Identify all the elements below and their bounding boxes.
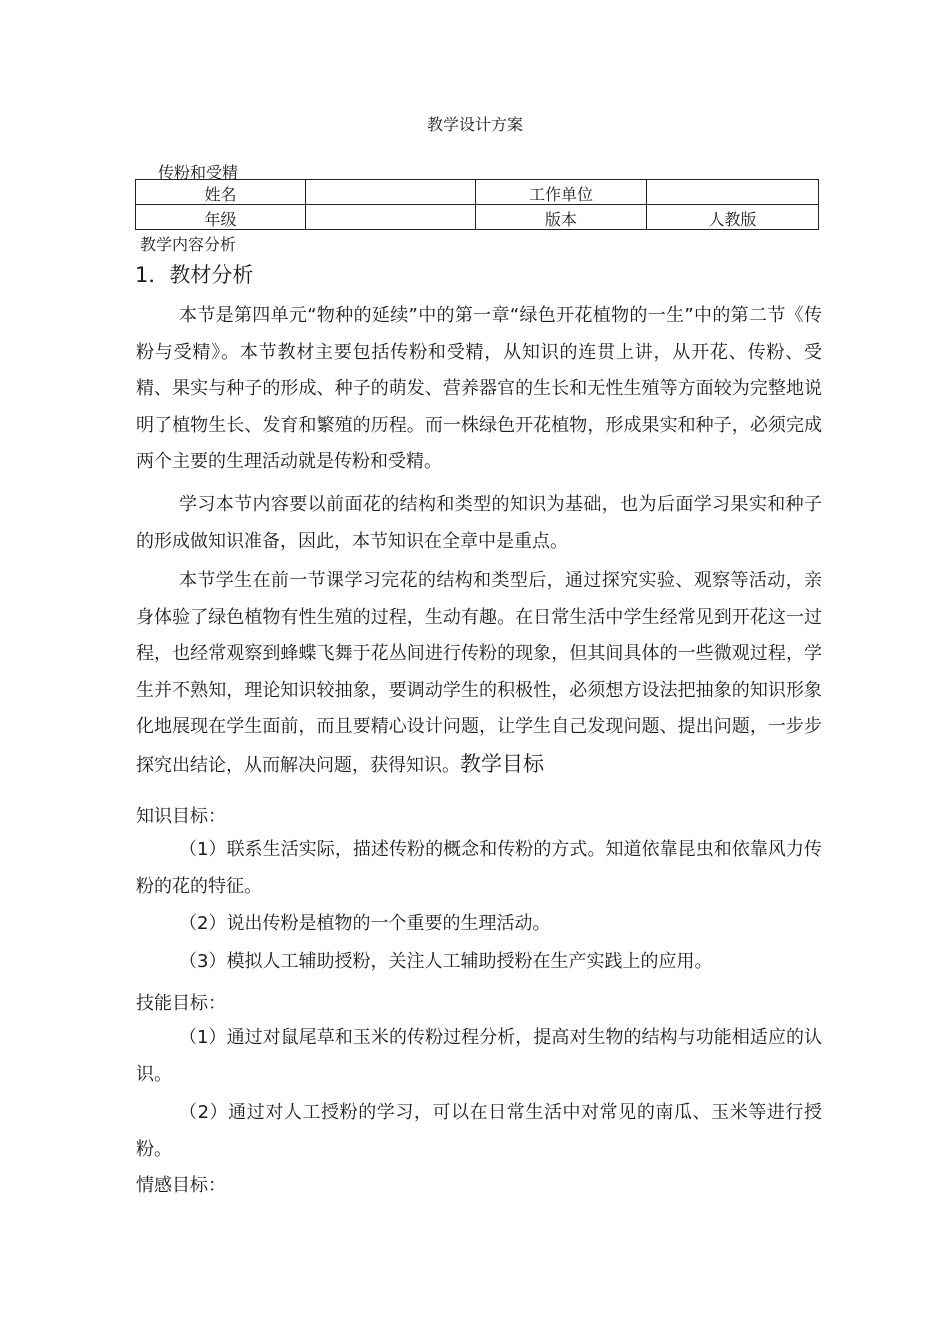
grade-label: 年级	[136, 205, 306, 230]
emotion-goals-label: 情感目标：	[136, 1175, 226, 1196]
paragraph-3-text: 本节学生在前一节课学习完花的结构和类型后，通过探究实验、观察等活动，亲身体验了绿色植物有性生殖的过程，生动有趣。在日常生活中学生经常见到开花这一过程，也经常观察到蜂蝶飞舞于花丛间进行传粉的现象，但其间具体的一些微观过程，学生并不熟知，理论知识较抽象，要调动学生的积极性，必须想方设法把抽象的知识形象化地展现在学生面前，而且要精心设计问题，让学生自己发现问题、提出问题，一步步探究出结论，从而解决问题，获得知识。	[136, 570, 822, 776]
knowledge-item-1	[136, 832, 822, 905]
skill-goals-label: 技能目标：	[136, 993, 226, 1014]
name-label: 姓名	[136, 180, 306, 205]
paragraph-2	[136, 487, 822, 560]
knowledge-item-3-text: （3）模拟人工辅助授粉，关注人工辅助授粉在生产实践上的应用。	[179, 951, 713, 972]
paragraph-2-text: 学习本节内容要以前面花的结构和类型的知识为基础，也为后面学习果实和种子的形成做知识准备，因此，本节知识在全章中是重点。	[136, 494, 822, 552]
info-row-grade	[136, 205, 819, 230]
edition-label: 版本	[476, 205, 647, 230]
info-row-name	[136, 180, 819, 205]
skill-item-2-text: （2）通过对人工授粉的学习，可以在日常生活中对常见的南瓜、玉米等进行授粉。	[136, 1102, 822, 1160]
skill-item-2	[136, 1095, 822, 1168]
unit-value	[647, 180, 819, 205]
document-title: 教学设计方案	[426, 115, 523, 134]
lesson-name: 传粉和受精	[158, 163, 239, 182]
skill-item-1-text: （1）通过对鼠尾草和玉米的传粉过程分析，提高对生物的结构与功能相适应的认识。	[136, 1027, 822, 1085]
paragraph-1-text: 本节是第四单元“物种的延续”中的第一章“绿色开花植物的一生”中的第二节《传粉与受精》。本节教材主要包括传粉和受精，从知识的连贯上讲，从开花、传粉、受精、果实与种子的形成、种子的萌发、营养器官的生长和无性生殖等方面较为完整地说明了植物生长、发育和繁殖的历程。而一株绿色开花植物，形成果实和种子，必须完成两个主要的生理活动就是传粉和受精。	[136, 305, 822, 472]
knowledge-item-2	[136, 906, 822, 943]
skill-item-1	[136, 1020, 822, 1093]
edition-value: 人教版	[647, 205, 819, 230]
knowledge-item-2-text: （2）说出传粉是植物的一个重要的生理活动。	[179, 913, 551, 934]
knowledge-item-3	[136, 944, 822, 981]
heading-textbook-analysis: 1．教材分析	[135, 263, 254, 287]
info-table	[135, 179, 819, 230]
unit-label: 工作单位	[476, 180, 647, 205]
knowledge-goals-label: 知识目标：	[136, 806, 226, 827]
teaching-goals-heading: 教学目标	[460, 751, 544, 776]
paragraph-3	[136, 563, 822, 784]
grade-value	[306, 205, 476, 230]
paragraph-1	[136, 298, 822, 481]
knowledge-item-1-text: （1）联系生活实际，描述传粉的概念和传粉的方式。知道依靠昆虫和依靠风力传粉的花的特征。	[136, 839, 822, 897]
name-value	[306, 180, 476, 205]
section-label: 教学内容分析	[140, 235, 237, 254]
